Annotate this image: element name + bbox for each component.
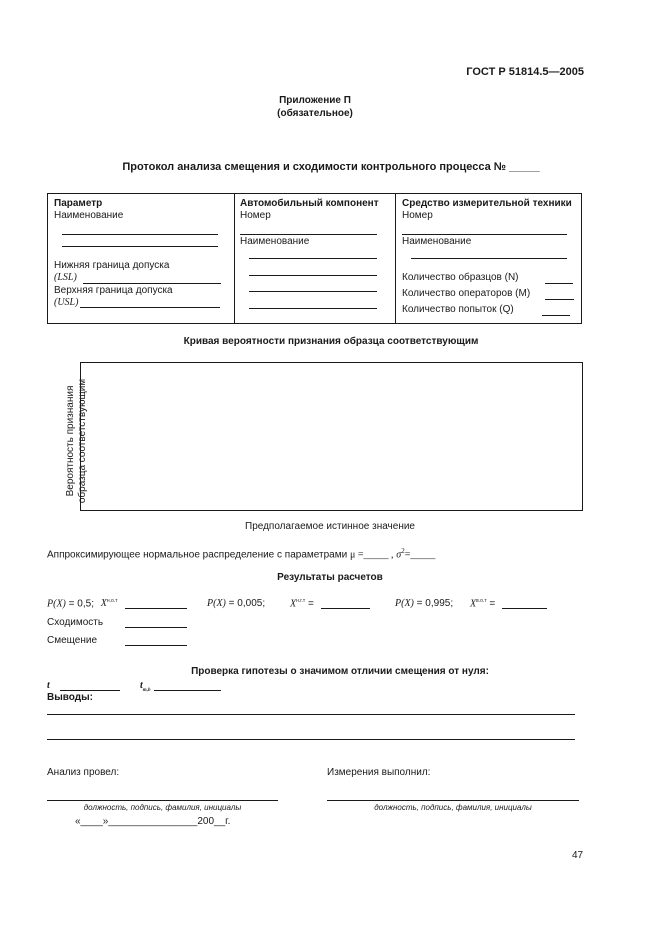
component-name-line-1[interactable] (249, 258, 377, 259)
component-number-label: Номер (240, 210, 271, 221)
t2-value-line[interactable] (154, 690, 221, 691)
bias-line[interactable] (125, 645, 187, 646)
component-name-line-3[interactable] (249, 291, 377, 292)
curve-title: Кривая вероятности признания образца соответствующим (183, 336, 479, 347)
appendix-subtitle: (обязательное) (277, 108, 353, 119)
x1-sup: н.о.т (106, 598, 118, 604)
result-x2 (290, 598, 314, 609)
usl-label: Верхняя граница допуска (54, 285, 173, 296)
curve-ylabel-line-1: Вероятность признания (65, 385, 76, 497)
col-parameter-name-label: Наименование (54, 210, 124, 221)
conclusions-label: Выводы: (47, 692, 93, 703)
standard-header: ГОСТ Р 51814.5—2005 (466, 66, 584, 78)
t-symbol: t (47, 680, 50, 691)
instrument-number-line[interactable] (402, 234, 567, 235)
protocol-title: Протокол анализа смещения и сходимости контрольного процесса № _____ (122, 161, 540, 173)
bias-label: Смещение (47, 635, 98, 646)
parameter-name-line-2[interactable] (62, 246, 218, 247)
curve-ylabel-line-2: образца соответствующим (77, 378, 88, 504)
x2-value-line[interactable] (321, 608, 370, 609)
usl-symbol: (USL) (54, 297, 79, 308)
curve-xlabel: Предполагаемое истинное значение (245, 521, 415, 532)
hypothesis-title: Проверка гипотезы о значимом отличии смещения от нуля: (191, 666, 489, 677)
result-p1 (47, 598, 118, 609)
x2-equals: = (307, 598, 314, 610)
lsl-symbol: (LSL) (54, 272, 77, 283)
curve-plot-area (80, 362, 583, 511)
p3-value: = 0,995; (416, 598, 454, 609)
date-field[interactable]: «____»________________200__г. (75, 816, 231, 827)
p2-value: = 0,005; (228, 598, 266, 609)
x1-value-line[interactable] (125, 608, 187, 609)
sigma-field[interactable]: =_____ (404, 549, 436, 561)
component-name-line-4[interactable] (249, 308, 377, 309)
approx-label: Аппроксимирующее нормальное распределение с параметрами (47, 549, 348, 561)
x3-symbol: X (470, 598, 477, 610)
measurements-label: Измерения выполнил: (327, 767, 431, 778)
col-component-heading: Автомобильный компонент (240, 198, 379, 209)
instrument-name-label: Наименование (402, 236, 472, 247)
x3-value-line[interactable] (502, 608, 547, 609)
t2-symbol (140, 680, 151, 693)
sigma-exponent: 2 (401, 547, 405, 555)
lsl-value-line[interactable] (83, 283, 221, 284)
x3-sup: в.о.т (476, 598, 487, 604)
analysis-signature-line[interactable] (47, 800, 278, 801)
component-name-line-2[interactable] (249, 275, 377, 276)
p2-symbol: P(X) (207, 598, 226, 609)
repeatability-line[interactable] (125, 627, 187, 628)
conclusions-line-1[interactable] (47, 714, 575, 715)
sigma-symbol: σ (396, 549, 402, 561)
repeatability-label: Сходимость (47, 617, 104, 628)
trials-line[interactable] (542, 315, 570, 316)
conclusions-line-2[interactable] (47, 739, 575, 740)
measurements-signature-line[interactable] (327, 800, 579, 801)
instrument-number-label: Номер (402, 210, 433, 221)
col-instrument-heading: Средство измерительной техники (402, 198, 572, 209)
approx-text (47, 547, 435, 560)
operators-line[interactable] (545, 299, 574, 300)
table-divider-1 (234, 194, 235, 323)
analysis-signature-caption: должность, подпись, фамилия, инициалы (83, 803, 242, 812)
parameter-name-line-1[interactable] (62, 234, 218, 235)
p1-value: = 0,5; (68, 598, 94, 610)
page-number: 47 (572, 850, 584, 861)
lsl-label: Нижняя граница допуска (54, 260, 170, 271)
usl-value-line[interactable] (80, 307, 220, 308)
samples-line[interactable] (545, 283, 573, 284)
analysis-label: Анализ провел: (47, 767, 120, 778)
component-name-label: Наименование (240, 236, 310, 247)
result-p3 (395, 598, 453, 609)
col-parameter-heading: Параметр (54, 198, 103, 209)
mu-field[interactable]: μ =_____ , (349, 549, 394, 561)
x2-symbol: X (290, 598, 297, 610)
component-number-line[interactable] (240, 234, 377, 235)
p3-symbol: P(X) (395, 598, 414, 609)
samples-label: Количество образцов (N) (402, 272, 519, 283)
x3-equals: = (489, 598, 496, 610)
trials-label: Количество попыток (Q) (402, 304, 514, 315)
result-p2 (207, 598, 265, 609)
curve-ylabel (65, 346, 89, 536)
t2-letter: t (140, 680, 143, 691)
results-title: Результаты расчетов (277, 572, 383, 583)
operators-label: Количество операторов (M) (402, 288, 531, 299)
x1-symbol: X (100, 598, 107, 610)
t-value-line[interactable] (60, 690, 120, 691)
p1-symbol: P(X) (47, 598, 66, 610)
measurements-signature-caption: должность, подпись, фамилия, инициалы (374, 803, 532, 812)
table-divider-2 (395, 194, 396, 323)
x2-sup: н.г.т (296, 598, 306, 604)
appendix-title: Приложение П (279, 95, 351, 106)
result-x3 (470, 598, 495, 609)
instrument-name-line[interactable] (411, 258, 567, 259)
t2-subscript: т,b (142, 688, 151, 693)
